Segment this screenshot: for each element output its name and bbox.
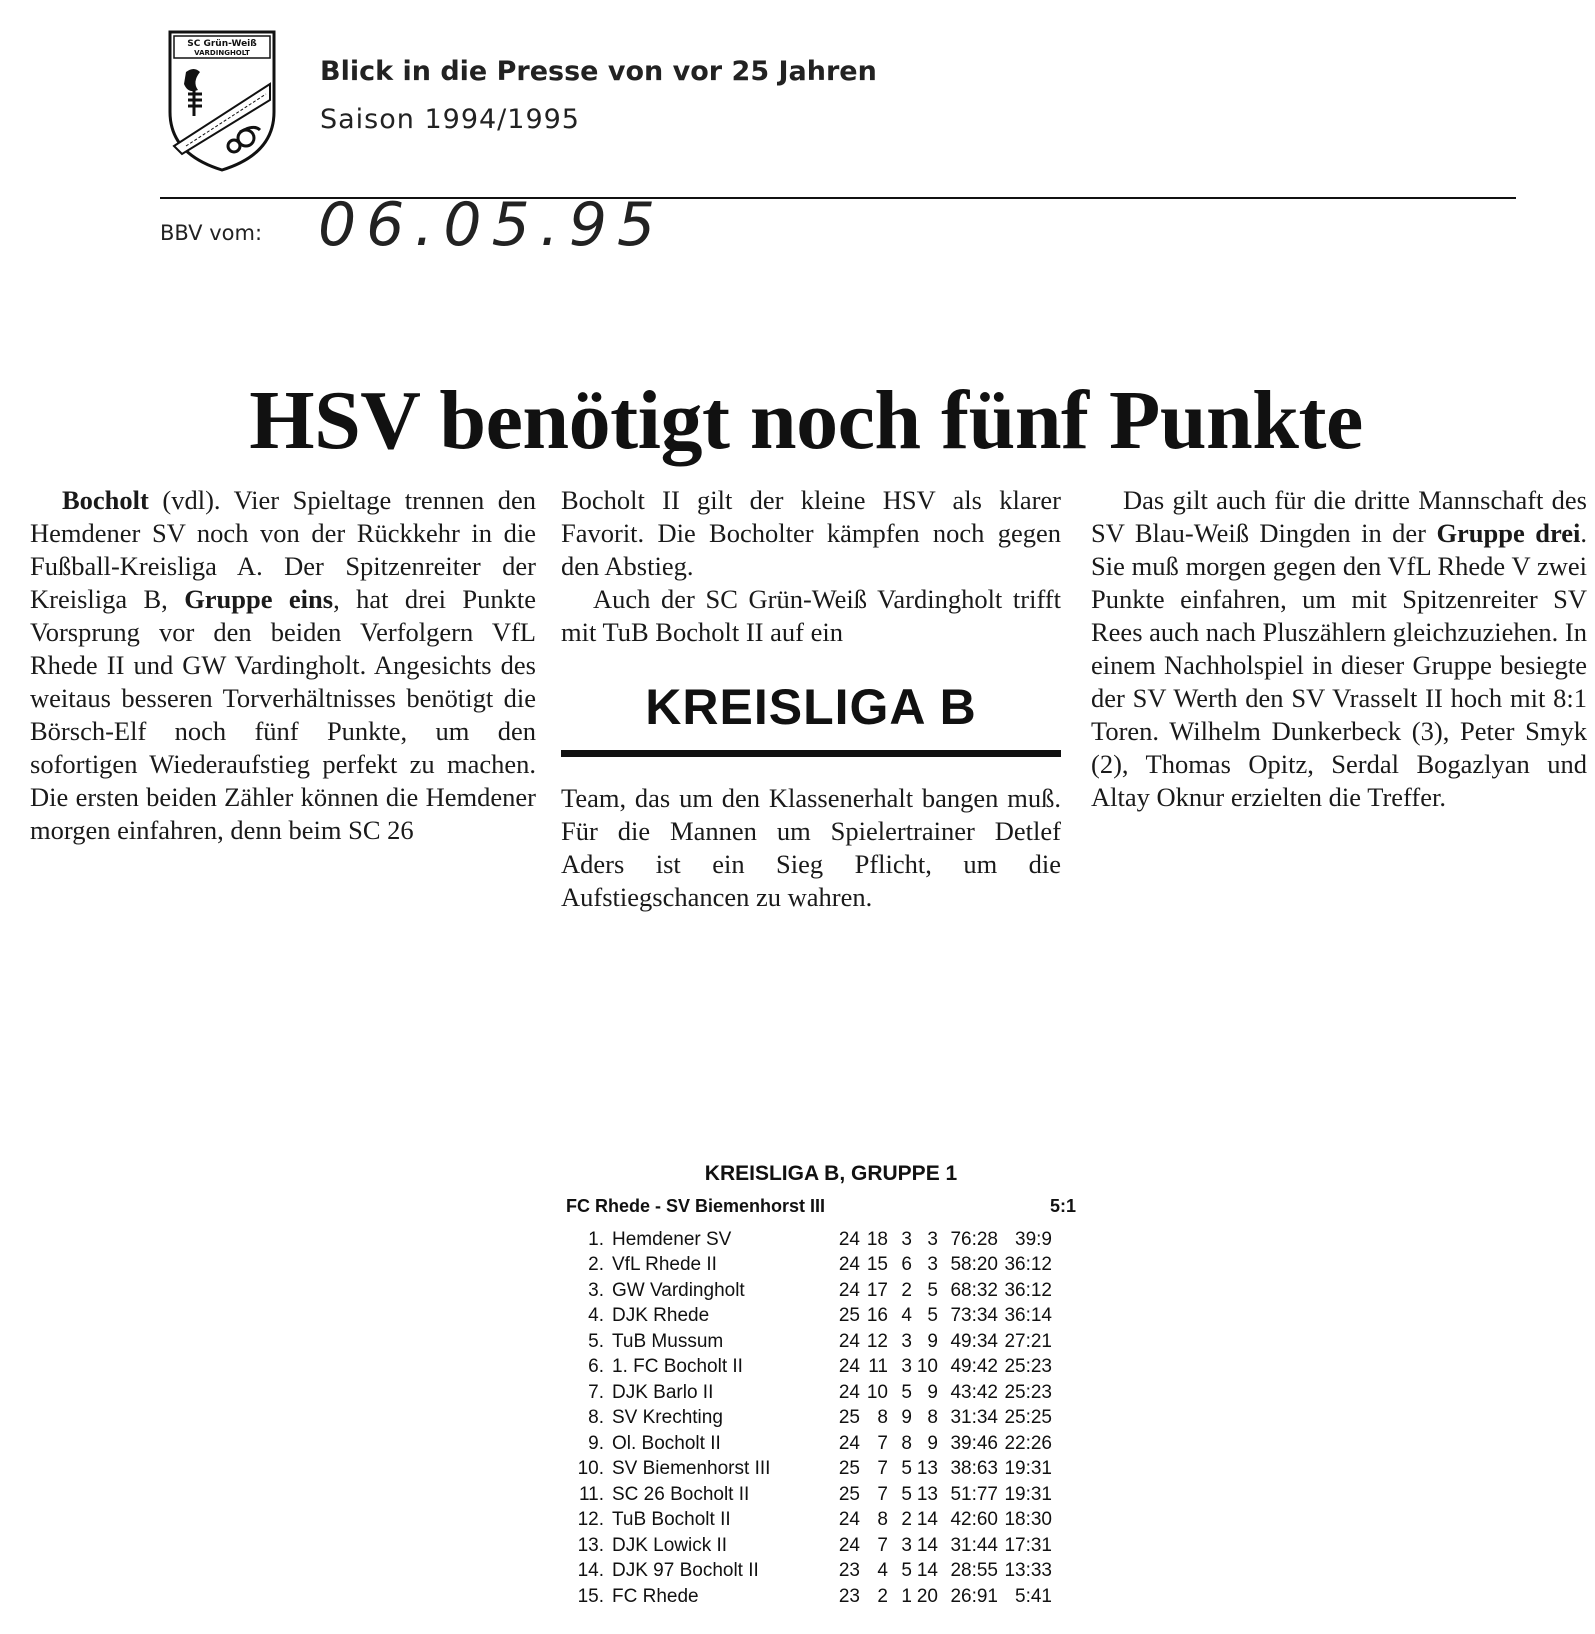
col1-bold-group: Gruppe eins — [184, 584, 334, 614]
table-cell-g: 8 — [877, 1509, 888, 1531]
table-cell-v: 9 — [927, 1432, 938, 1454]
bbv-date-handwritten: 06.05.95 — [318, 190, 666, 260]
table-cell-team: Hemdener SV — [612, 1228, 732, 1250]
table-cell-pts: 17:31 — [1004, 1534, 1052, 1556]
table-cell-sp: 25 — [838, 1483, 860, 1505]
table-cell-pts: 5:41 — [1015, 1585, 1052, 1607]
table-cell-goals: 43:42 — [950, 1381, 998, 1403]
league-table — [566, 1162, 1076, 1610]
table-cell-v: 14 — [916, 1509, 938, 1531]
bbv-label: BBV vom: — [160, 221, 263, 245]
table-cell-v: 13 — [916, 1483, 938, 1505]
table-cell-v: 14 — [916, 1560, 938, 1582]
table-cell-goals: 42:60 — [950, 1509, 998, 1531]
table-cell-v: 13 — [916, 1458, 938, 1480]
table-cell-g: 15 — [866, 1254, 888, 1276]
table-cell-goals: 38:63 — [950, 1458, 998, 1480]
dateline: Bocholt — [62, 485, 149, 515]
col1-text-a: (vdl). Vier Spieltage trennen den Hemdener SV noch von der Rückkehr in die Fußball-Kreisliga A. Der Spitzenreiter der Kreisliga B, — [30, 485, 536, 614]
match-result-teams: FC Rhede - SV Biemenhorst III — [566, 1196, 826, 1216]
club-logo — [166, 28, 278, 174]
kreisliga-subheading — [561, 672, 1061, 764]
table-cell-pts: 27:21 — [1004, 1330, 1052, 1352]
table-cell-v: 20 — [916, 1585, 938, 1607]
table-cell-goals: 73:34 — [950, 1305, 998, 1327]
table-cell-team: Ol. Bocholt II — [612, 1432, 721, 1454]
table-cell-g: 7 — [877, 1458, 888, 1480]
table-cell-g: 10 — [866, 1381, 888, 1403]
table-cell-sp: 24 — [838, 1432, 860, 1454]
table-cell-rank: 12. — [577, 1509, 604, 1531]
table-row — [566, 1431, 1076, 1457]
table-cell-goals: 31:34 — [950, 1407, 998, 1429]
article-column-2-continued — [561, 782, 1061, 914]
table-row — [566, 1584, 1076, 1610]
col3-text-b: . Sie muß morgen gegen den VfL Rhede V zwei Punkte einfahren, um mit Spitzenreiter SV Rees auch nach Pluszählern gleichzuziehen. In einem Nachholspiel in dieser Gruppe besiegte der SV Werth den SV Vrasselt II hoch mit 8:1 Toren. Wilhelm Dunkerbeck (3), Peter Smyk (2), Thomas Opitz, Serdal Bogazlyan und Altay Oknur erzielten die Treffer. — [1091, 518, 1587, 812]
article-column-2 — [561, 484, 1061, 649]
table-cell-pts: 22:26 — [1004, 1432, 1052, 1454]
table-cell-rank: 14. — [577, 1560, 604, 1582]
logo-text-line2: VARDINGHOLT — [194, 49, 250, 57]
table-cell-u: 2 — [901, 1509, 912, 1531]
table-cell-u: 6 — [901, 1254, 912, 1276]
table-cell-v: 9 — [927, 1381, 938, 1403]
table-cell-sp: 25 — [838, 1305, 860, 1327]
table-cell-u: 5 — [901, 1560, 912, 1582]
table-cell-team: DJK 97 Bocholt II — [612, 1560, 759, 1582]
table-row — [566, 1533, 1076, 1559]
table-cell-team: VfL Rhede II — [612, 1254, 717, 1276]
table-cell-v: 3 — [927, 1254, 938, 1276]
table-cell-rank: 8. — [588, 1407, 604, 1429]
table-cell-u: 5 — [901, 1381, 912, 1403]
table-row — [566, 1559, 1076, 1585]
table-cell-goals: 58:20 — [950, 1254, 998, 1276]
table-cell-v: 8 — [927, 1407, 938, 1429]
table-cell-pts: 25:23 — [1004, 1381, 1052, 1403]
table-cell-sp: 23 — [838, 1560, 860, 1582]
table-cell-sp: 24 — [838, 1254, 860, 1276]
table-cell-g: 7 — [877, 1432, 888, 1454]
table-cell-g: 18 — [866, 1228, 888, 1250]
table-cell-pts: 25:23 — [1004, 1356, 1052, 1378]
table-cell-pts: 36:12 — [1004, 1279, 1052, 1301]
league-table-rows — [566, 1227, 1076, 1610]
table-cell-sp: 25 — [838, 1458, 860, 1480]
article-headline: HSV benötigt noch fünf Punkte — [249, 374, 1363, 467]
table-cell-team: DJK Lowick II — [612, 1534, 728, 1556]
table-cell-rank: 3. — [588, 1279, 604, 1301]
table-cell-rank: 6. — [588, 1356, 604, 1378]
table-cell-rank: 9. — [588, 1432, 604, 1454]
table-cell-v: 3 — [927, 1228, 938, 1250]
table-cell-goals: 39:46 — [950, 1432, 998, 1454]
table-row — [566, 1380, 1076, 1406]
table-cell-pts: 13:33 — [1004, 1560, 1052, 1582]
match-result-score: 5:1 — [1049, 1196, 1076, 1216]
col2-paragraph-1: Bocholt II gilt der kleine HSV als klarer Favorit. Die Bocholter kämpfen noch gegen den Abstieg. — [561, 485, 1061, 581]
table-cell-pts: 18:30 — [1004, 1509, 1052, 1531]
table-cell-g: 16 — [866, 1305, 888, 1327]
col2-paragraph-2: Auch der SC Grün-Weiß Vardingholt trifft mit TuB Bocholt II auf ein — [561, 584, 1061, 647]
table-cell-rank: 1. — [588, 1228, 604, 1250]
kreisliga-label: KREISLIGA B — [645, 679, 977, 735]
table-cell-g: 7 — [877, 1483, 888, 1505]
table-cell-team: FC Rhede — [612, 1585, 699, 1607]
table-cell-u: 5 — [901, 1458, 912, 1480]
logo-text-line1: SC Grün-Weiß — [187, 39, 257, 49]
table-cell-team: 1. FC Bocholt II — [612, 1356, 743, 1378]
table-cell-g: 12 — [866, 1330, 888, 1352]
table-cell-sp: 24 — [838, 1381, 860, 1403]
table-cell-sp: 24 — [838, 1228, 860, 1250]
table-cell-u: 3 — [901, 1356, 912, 1378]
table-row — [566, 1329, 1076, 1355]
table-row — [566, 1508, 1076, 1534]
match-result — [566, 1196, 1076, 1217]
header-season: Saison 1994/1995 — [320, 104, 580, 135]
table-cell-sp: 24 — [838, 1509, 860, 1531]
table-cell-goals: 51:77 — [950, 1483, 998, 1505]
table-cell-v: 10 — [916, 1356, 938, 1378]
table-cell-pts: 19:31 — [1004, 1458, 1052, 1480]
table-cell-team: SC 26 Bocholt II — [612, 1483, 750, 1505]
table-cell-pts: 36:12 — [1004, 1254, 1052, 1276]
table-row — [566, 1355, 1076, 1381]
col1-text-b: , hat drei Punkte Vorsprung vor den beiden Verfolgern VfL Rhede II und GW Vardingholt. Angesichts des weitaus besseren Torverhältnisses benötigt die Börsch-Elf noch fünf Punkte, um den sofortigen Wiederaufstieg perfekt zu machen. Die ersten beiden Zähler können die Hemdener morgen einfahren, denn beim SC 26 — [30, 584, 537, 845]
table-row — [566, 1278, 1076, 1304]
table-cell-pts: 25:25 — [1004, 1407, 1052, 1429]
table-cell-sp: 24 — [838, 1356, 860, 1378]
table-cell-team: DJK Rhede — [612, 1305, 710, 1327]
table-cell-u: 2 — [901, 1279, 912, 1301]
table-row — [566, 1406, 1076, 1432]
article-column-3 — [1091, 484, 1587, 814]
table-cell-team: TuB Bocholt II — [612, 1509, 731, 1531]
table-cell-v: 5 — [927, 1305, 938, 1327]
table-row — [566, 1482, 1076, 1508]
table-cell-team: DJK Barlo II — [612, 1381, 714, 1403]
table-cell-team: SV Krechting — [612, 1407, 723, 1429]
table-cell-goals: 76:28 — [950, 1228, 998, 1250]
table-cell-rank: 7. — [588, 1381, 604, 1403]
table-cell-team: SV Biemenhorst III — [612, 1458, 771, 1480]
table-row — [566, 1227, 1076, 1253]
table-cell-goals: 28:55 — [950, 1560, 998, 1582]
table-cell-g: 2 — [877, 1585, 888, 1607]
table-cell-pts: 36:14 — [1004, 1305, 1052, 1327]
club-crest-icon — [166, 28, 278, 174]
table-cell-goals: 49:34 — [950, 1330, 998, 1352]
table-cell-u: 3 — [901, 1228, 912, 1250]
table-cell-u: 5 — [901, 1483, 912, 1505]
col3-bold-group: Gruppe drei — [1436, 518, 1581, 548]
table-cell-g: 11 — [868, 1356, 888, 1378]
table-cell-u: 9 — [901, 1407, 912, 1429]
table-cell-u: 4 — [901, 1305, 912, 1327]
table-cell-goals: 26:91 — [950, 1585, 998, 1607]
table-cell-sp: 24 — [838, 1534, 860, 1556]
table-cell-rank: 15. — [577, 1585, 604, 1607]
table-cell-pts: 39:9 — [1015, 1228, 1052, 1250]
table-cell-sp: 23 — [838, 1585, 860, 1607]
col2-paragraph-3: Team, das um den Klassenerhalt bangen muß. Für die Mannen um Spielertrainer Detlef Aders ist ein Sieg Pflicht, um die Aufstiegschancen zu wahren. — [561, 783, 1061, 912]
table-cell-rank: 5. — [588, 1330, 604, 1352]
table-cell-g: 7 — [877, 1534, 888, 1556]
col3-text-a: Das gilt auch für die dritte Mannschaft des SV Blau-Weiß Dingden in der — [1091, 485, 1587, 548]
table-row — [566, 1304, 1076, 1330]
table-cell-goals: 68:32 — [950, 1279, 998, 1301]
table-cell-team: TuB Mussum — [612, 1330, 724, 1352]
table-cell-team: GW Vardingholt — [612, 1279, 745, 1301]
table-cell-sp: 24 — [838, 1279, 860, 1301]
article-column-1 — [30, 484, 536, 847]
table-cell-v: 5 — [927, 1279, 938, 1301]
header-title: Blick in die Presse von vor 25 Jahren — [320, 56, 877, 87]
table-cell-rank: 2. — [588, 1254, 604, 1276]
table-cell-g: 8 — [877, 1407, 888, 1429]
table-cell-g: 4 — [877, 1560, 888, 1582]
table-cell-u: 1 — [901, 1585, 912, 1607]
table-row — [566, 1253, 1076, 1279]
table-cell-goals: 31:44 — [950, 1534, 998, 1556]
table-cell-rank: 4. — [588, 1305, 604, 1327]
table-cell-sp: 25 — [838, 1407, 860, 1429]
table-cell-u: 3 — [901, 1534, 912, 1556]
table-cell-u: 3 — [901, 1330, 912, 1352]
table-cell-goals: 49:42 — [950, 1356, 998, 1378]
table-cell-v: 9 — [927, 1330, 938, 1352]
table-cell-g: 17 — [866, 1279, 888, 1301]
table-cell-sp: 24 — [838, 1330, 860, 1352]
table-cell-pts: 19:31 — [1004, 1483, 1052, 1505]
table-cell-rank: 11. — [578, 1483, 604, 1505]
table-cell-rank: 13. — [577, 1534, 604, 1556]
league-table-title: KREISLIGA B, GRUPPE 1 — [704, 1162, 958, 1185]
table-row — [566, 1457, 1076, 1483]
table-cell-u: 8 — [901, 1432, 912, 1454]
table-cell-v: 14 — [916, 1534, 938, 1556]
table-cell-rank: 10. — [577, 1458, 604, 1480]
kreisliga-rule — [561, 750, 1061, 757]
